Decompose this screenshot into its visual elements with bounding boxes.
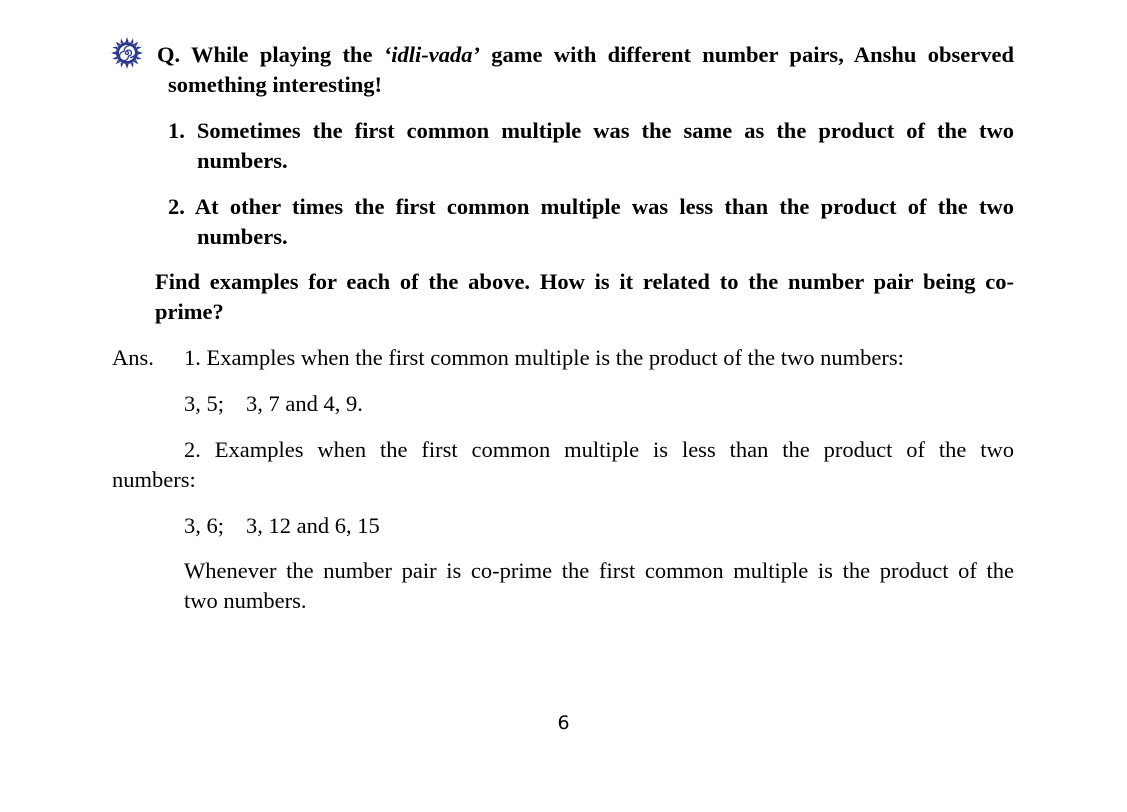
answer-part1-examples xyxy=(184,389,363,419)
answer-conclusion xyxy=(184,556,1014,616)
find-examples-prompt xyxy=(155,267,1014,327)
answer-part2-heading-continuation: numbers: xyxy=(112,467,196,492)
answer-part2-heading: 2. Examples when the first common multiple is less than the product of the two xyxy=(184,437,1014,462)
answer-part2-examples xyxy=(184,511,380,541)
item-text: Sometimes the first common multiple was the same as the product of the two xyxy=(196,118,1014,143)
question-item-2 xyxy=(168,192,1014,222)
question-item-1-continuation: numbers. xyxy=(197,148,288,173)
question-line1-rest: game with different number pairs, Anshu observed xyxy=(479,42,1014,67)
game-name: ‘idli-vada’ xyxy=(383,42,480,67)
question-prefix: Q. While playing the xyxy=(157,42,384,67)
question-line-2: something interesting! xyxy=(168,72,382,97)
examples-coprime-b: 3, 7 and 4, 9. xyxy=(246,391,363,416)
item-text: At other times the first common multiple was less than the product of the two xyxy=(194,194,1014,219)
page-number: 6 xyxy=(557,712,570,734)
answer-label: Ans. xyxy=(112,345,154,370)
item-number: 1. xyxy=(168,118,185,143)
conclusion-line-1: Whenever the number pair is co-prime the first common multiple is the product of the xyxy=(184,558,1014,583)
item-number: 2. xyxy=(168,194,185,219)
find-line-1: Find examples for each of the above. How is it related to the number pair being co- xyxy=(155,269,1014,294)
conclusion-line-2: two numbers. xyxy=(184,588,307,613)
answer-part1-heading: 1. Examples when the first common multiple is the product of the two numbers: xyxy=(184,345,904,370)
question-line-1 xyxy=(157,40,1014,70)
examples-noncoprime-a: 3, 6; xyxy=(184,513,225,538)
examples-noncoprime-b: 3, 12 and 6, 15 xyxy=(246,513,380,538)
examples-coprime-a: 3, 5; xyxy=(184,391,225,416)
question-item-1 xyxy=(168,116,1014,146)
find-line-2: prime? xyxy=(155,299,224,324)
question-item-2-continuation: numbers. xyxy=(197,224,288,249)
spiral-sun-icon xyxy=(111,37,143,69)
